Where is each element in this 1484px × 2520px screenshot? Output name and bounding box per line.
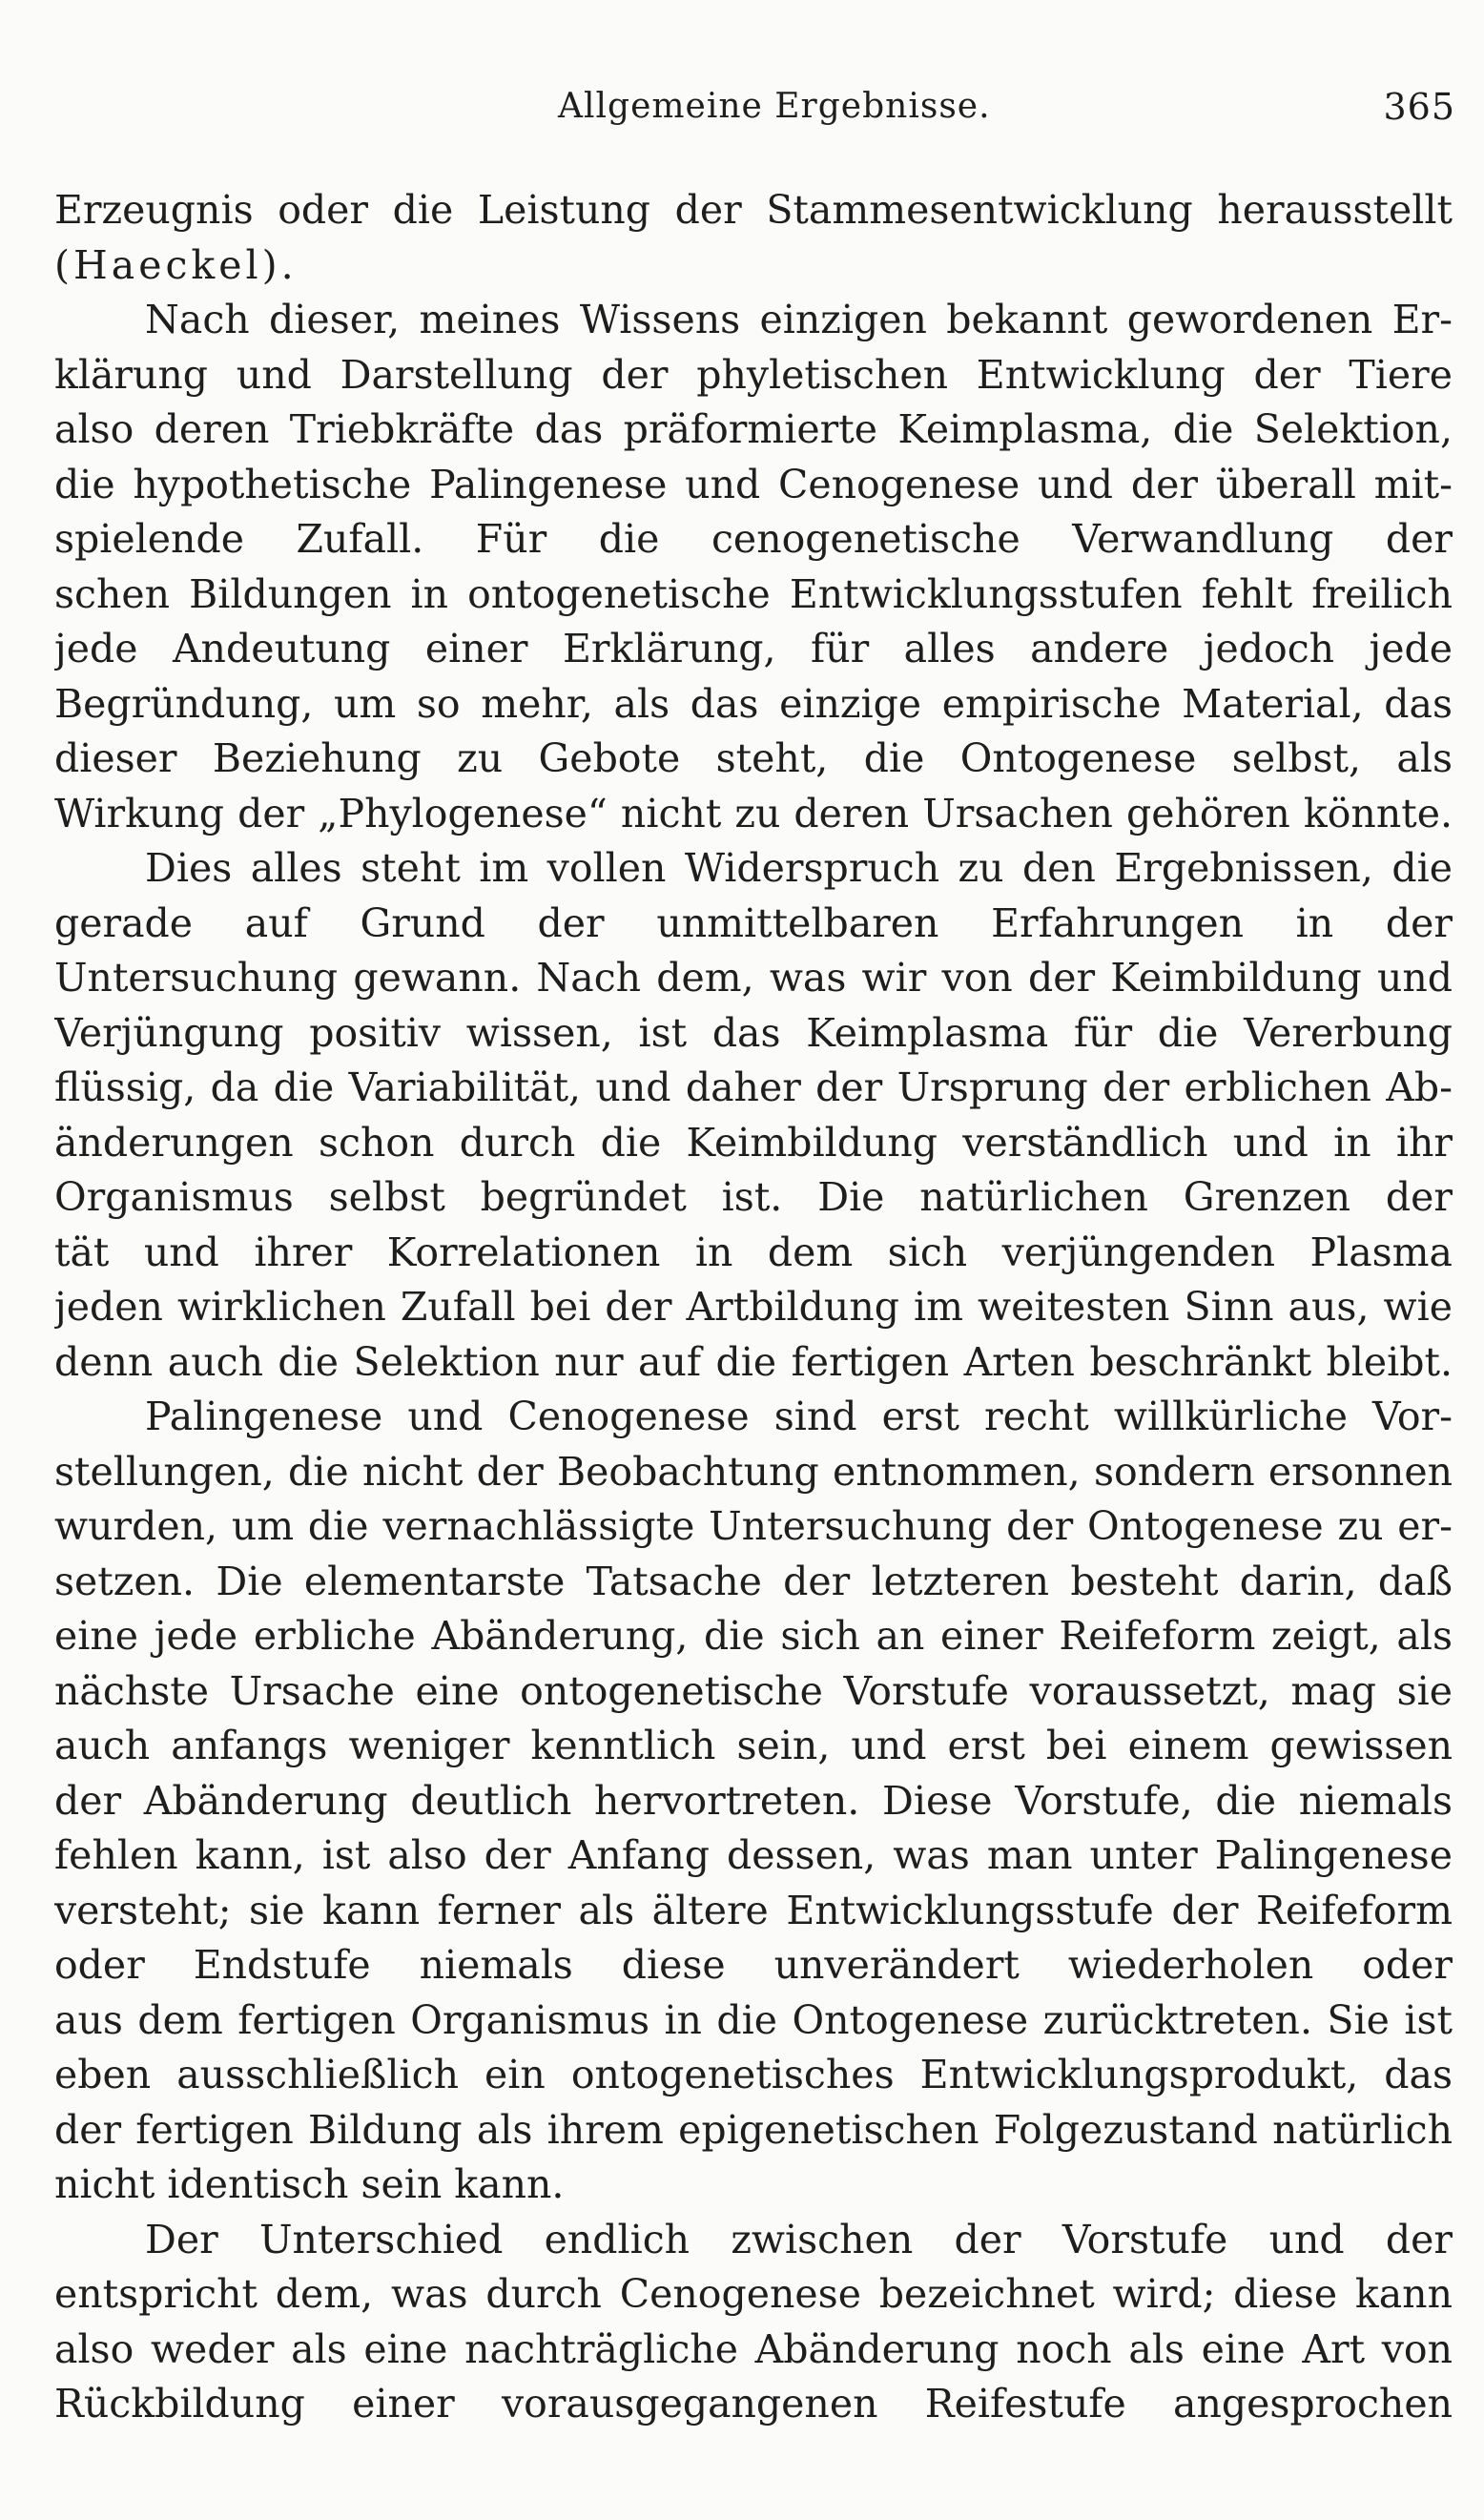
text-line: Erzeugnis oder die Leistung der Stammesentwicklung herausstellt bbox=[54, 187, 1453, 233]
text-line: jeden wirklichen Zufall bei der Artbildung im weitesten Sinn aus, wie bbox=[54, 1284, 1453, 1330]
text-line: spielende Zufall. Für die cenogenetische Verwandlung der bbox=[54, 516, 1453, 562]
text-line: stellungen, die nicht der Beobachtung entnommen, sondern ersonnen bbox=[54, 1448, 1453, 1495]
text-line: Untersuchung gewann. Nach dem, was wir von der Keimbildung und bbox=[54, 955, 1453, 1001]
text-line: Dies alles steht im vollen Widerspruch zu den Ergebnissen, die bbox=[145, 845, 1453, 891]
text-line: fehlen kann, ist also der Anfang dessen, was man unter Palingenese bbox=[54, 1832, 1453, 1878]
text-line: oder Endstufe niemals diese unverändert wiederholen oder bbox=[54, 1942, 1453, 1988]
text-line: also weder als eine nachträgliche Abänderung noch als eine Art von bbox=[54, 2325, 1453, 2372]
text-line: änderungen schon durch die Keimbildung verständlich und in ihr bbox=[54, 1119, 1453, 1166]
text-line: jede Andeutung einer Erklärung, für alles andere jedoch jede bbox=[54, 626, 1453, 671]
text-line: schen Bildungen in ontogenetische Entwicklungsstufen fehlt freilich bbox=[54, 570, 1453, 617]
running-title: Allgemeine Ergebnisse. bbox=[558, 87, 991, 126]
text-line: (Haeckel). bbox=[54, 241, 298, 288]
text-line: wurden, um die vernachlässigte Untersuchung der Ontogenese zu er- bbox=[54, 1503, 1453, 1549]
text-line: Verjüngung positiv wissen, ist das Keimplasma für die Vererbung bbox=[54, 1009, 1453, 1056]
text-line: die hypothetische Palingenese und Cenogenese und der überall mit- bbox=[54, 461, 1453, 507]
text-line: nicht identisch sein kann. bbox=[54, 2161, 565, 2207]
text-line: Der Unterschied endlich zwischen der Vorstufe und der bbox=[145, 2216, 1453, 2262]
text-line: der fertigen Bildung als ihrem epigenetischen Folgezustand natürlich bbox=[54, 2106, 1453, 2153]
text-line: also deren Triebkräfte das präformierte Keimplasma, die Selektion, bbox=[54, 406, 1453, 452]
page-header bbox=[0, 78, 1484, 135]
text-line: klärung und Darstellung der phyletischen Entwicklung der Tiere bbox=[54, 351, 1453, 398]
text-line: Palingenese und Cenogenese sind erst recht willkürliche Vor- bbox=[145, 1394, 1453, 1439]
page-number: 365 bbox=[1383, 86, 1455, 128]
text-line: auch anfangs weniger kenntlich sein, und erst bei einem gewissen bbox=[54, 1723, 1453, 1768]
text-line: entspricht dem, was durch Cenogenese bezeichnet wird; diese kann bbox=[54, 2271, 1453, 2317]
text-line: tät und ihrer Korrelationen in dem sich verjüngenden Plasma bbox=[54, 1229, 1453, 1275]
text-line: denn auch die Selektion nur auf die fertigen Arten beschränkt bleibt. bbox=[54, 1338, 1453, 1385]
body-text bbox=[54, 183, 1453, 2432]
text-line: versteht; sie kann ferner als ältere Entwicklungsstufe der Reifeform bbox=[54, 1887, 1453, 1933]
text-line: Wirkung der „Phylogenese“ nicht zu deren Ursachen gehören könnte. bbox=[54, 790, 1453, 837]
text-line: eben ausschließlich ein ontogenetisches Entwicklungsprodukt, das bbox=[54, 2052, 1453, 2097]
text-line: Organismus selbst begründet ist. Die natürlichen Grenzen der bbox=[54, 1174, 1453, 1220]
text-line: der Abänderung deutlich hervortreten. Diese Vorstufe, die niemals bbox=[54, 1777, 1453, 1824]
text-line: aus dem fertigen Organismus in die Ontogenese zurücktreten. Sie ist bbox=[54, 1996, 1453, 2043]
text-line: gerade auf Grund der unmittelbaren Erfahrungen in der bbox=[54, 899, 1453, 946]
text-line: Begründung, um so mehr, als das einzige empirische Material, das bbox=[54, 680, 1453, 727]
text-line: eine jede erbliche Abänderung, die sich an einer Reifeform zeigt, als bbox=[54, 1613, 1453, 1659]
text-line: Rückbildung einer vorausgegangenen Reifestufe angesprochen bbox=[54, 2381, 1453, 2427]
text-line: setzen. Die elementarste Tatsache der letzteren besteht darin, daß bbox=[54, 1558, 1453, 1604]
text-line: nächste Ursache eine ontogenetische Vorstufe voraussetzt, mag sie bbox=[54, 1667, 1453, 1714]
text-line: dieser Beziehung zu Gebote steht, die Ontogenese selbst, als bbox=[54, 735, 1453, 781]
text-line: Nach dieser, meines Wissens einzigen bekannt gewordenen Er- bbox=[145, 297, 1453, 342]
text-line: flüssig, da die Variabilität, und daher der Ursprung der erblichen Ab- bbox=[54, 1064, 1453, 1110]
